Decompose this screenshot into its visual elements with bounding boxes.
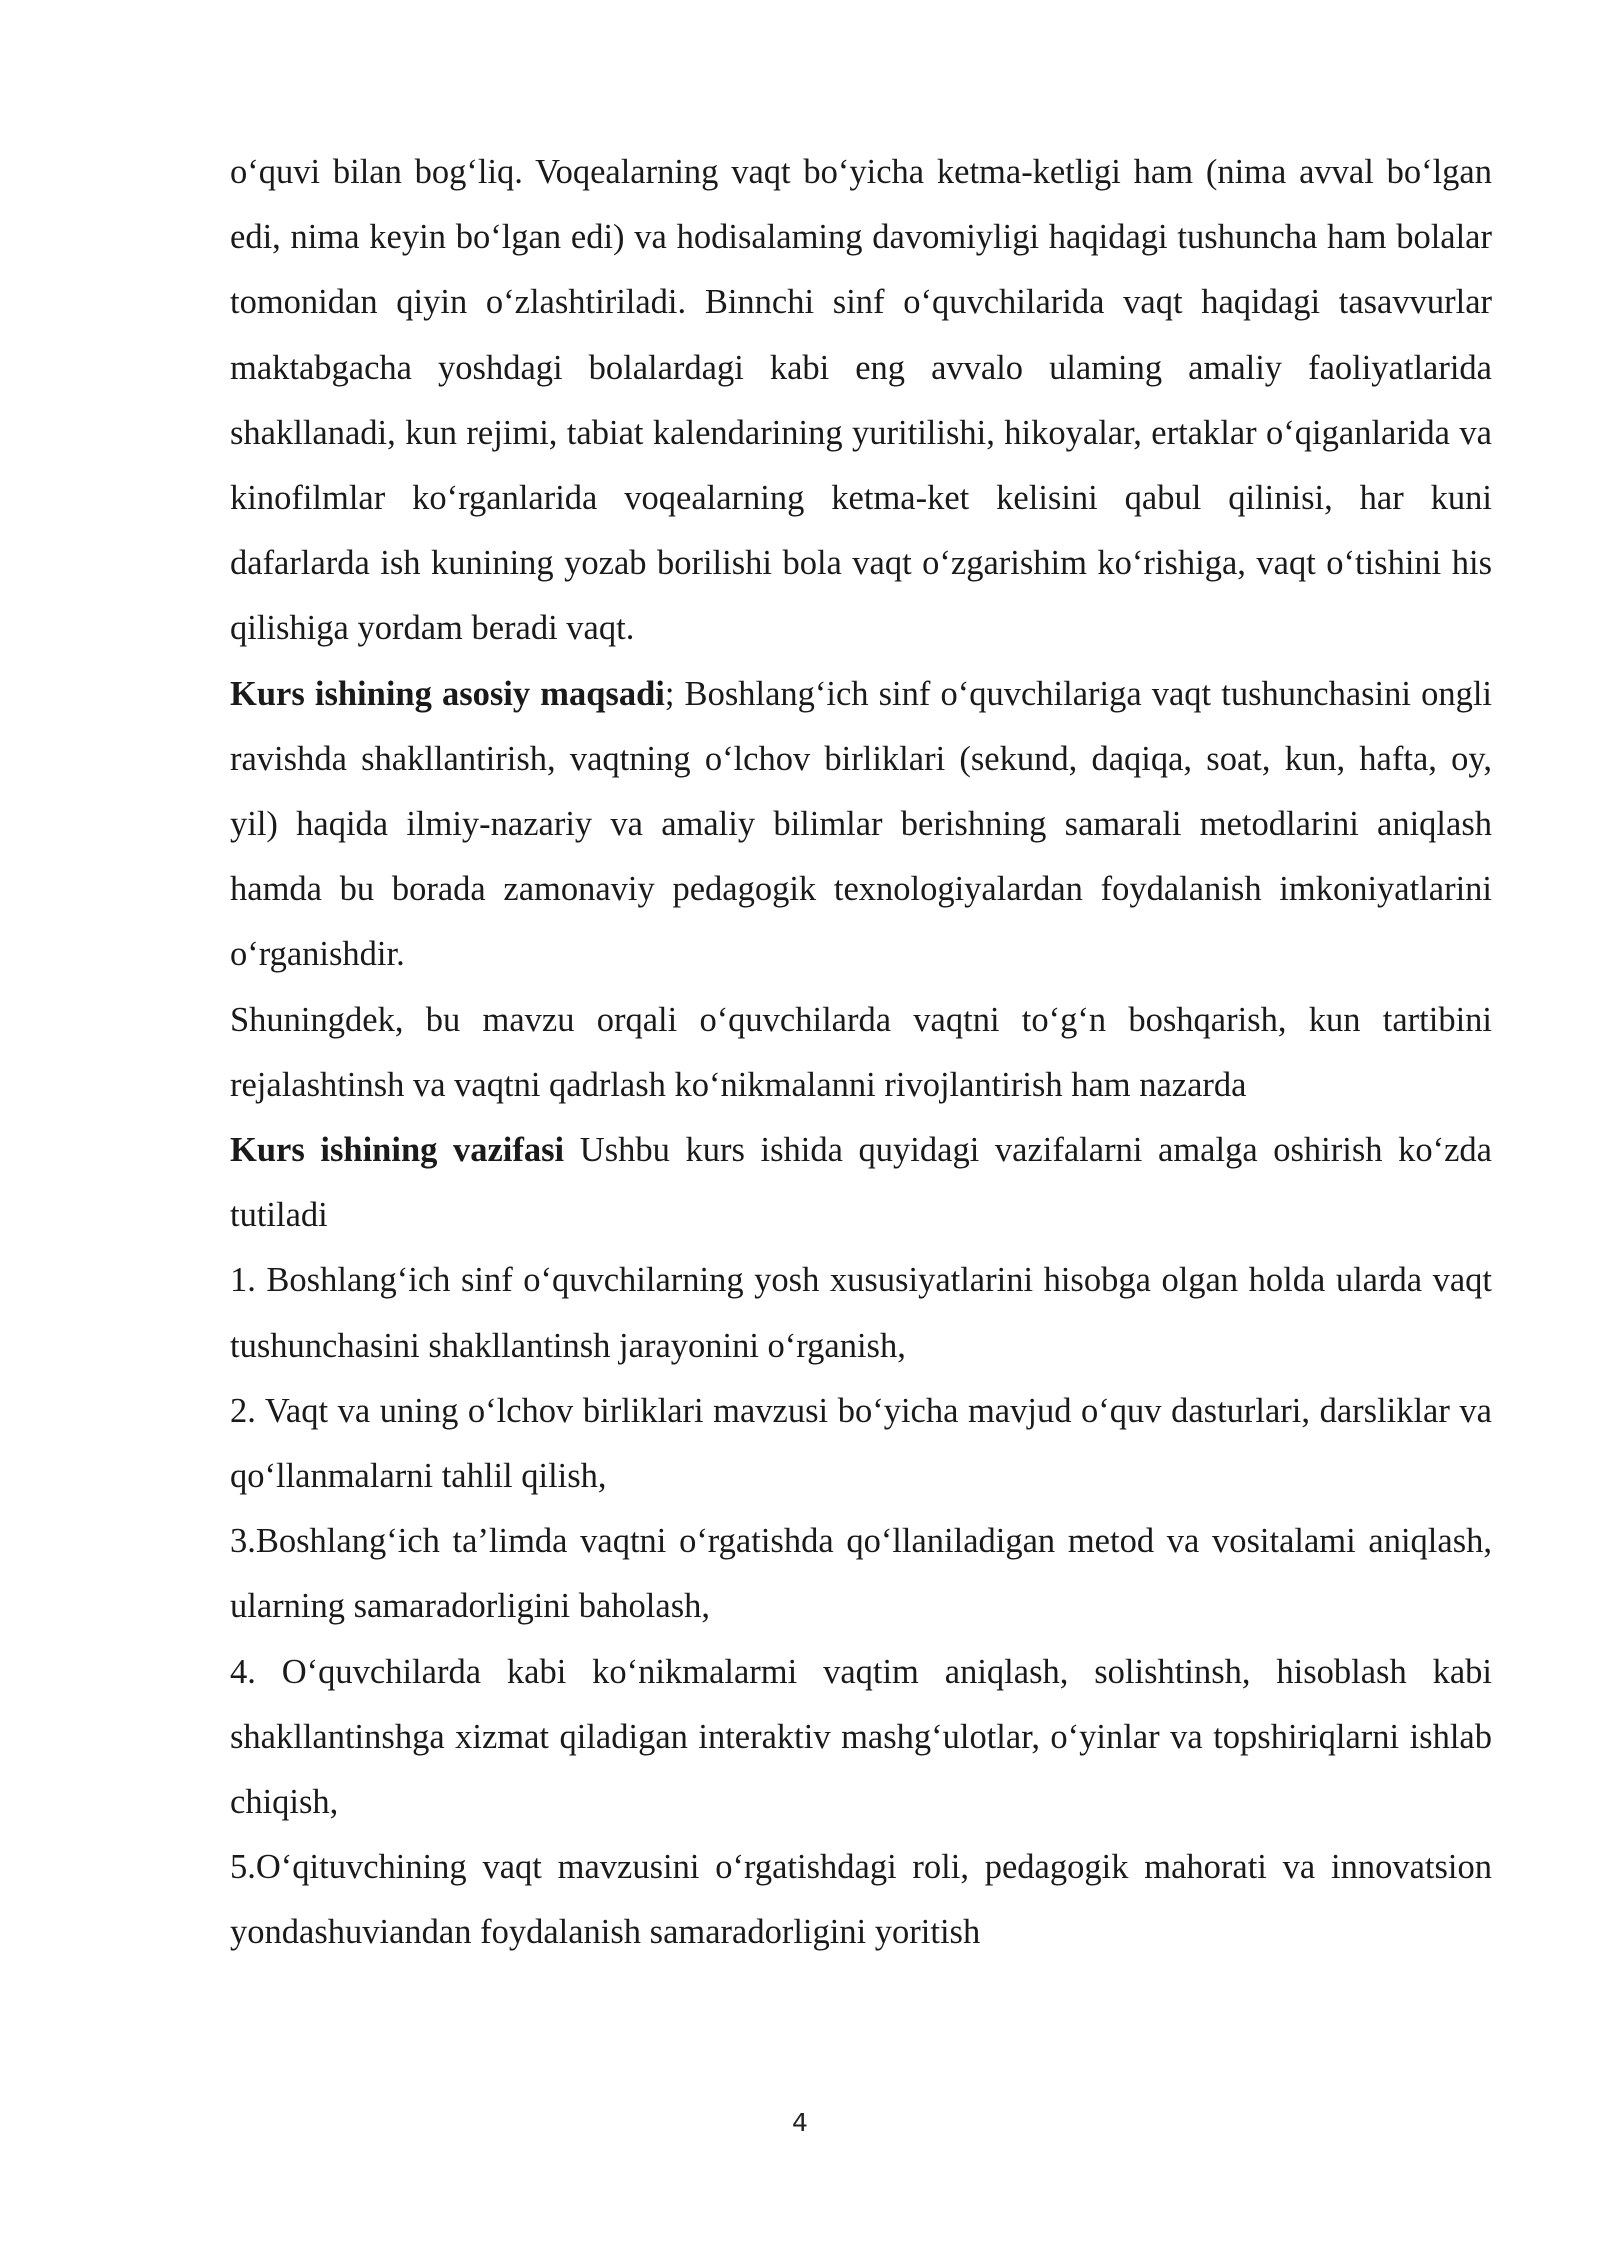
paragraph-tasks	[230, 1118, 1492, 1248]
task-item-text: 5.O‘qituvchining vaqt mavzusini o‘rgatishdagi roli, pedagogik mahorati va innovatsion yondashuviandan foydalanish samaradorligini yoritish	[230, 1848, 1492, 1952]
task-item-5	[230, 1835, 1492, 1965]
paragraph-text: o‘quvi bilan bog‘liq. Voqealarning vaqt bo‘yicha ketma-ketligi ham (nima avval bo‘lgan edi, nima keyin bo‘lgan edi) va hodisalaming davomiyligi haqidagi tushuncha ham bolalar tomonidan qiyin o‘zlashtiriladi. Binnchi sinf o‘quvchilarida vaqt haqidagi tasavvurlar maktabgacha yoshdagi bolalardagi kabi eng avvalo ulaming amaliy faoliyatlarida shakllanadi, kun rejimi, tabiat kalendarining yuritilishi, hikoyalar, ertaklar o‘qiganlarida va kinofilmlar ko‘rganlarida voqealarning ketma-ket kelisini qabul qilinisi, har kuni dafarlarda ish kunining yozab borilishi bola vaqt o‘zgarishim ko‘rishiga, vaqt o‘tishini his qilishiga yordam beradi vaqt.	[230, 153, 1492, 648]
paragraph-heading: Kurs ishining vazifasi	[230, 1131, 565, 1170]
paragraph-time-perception	[230, 140, 1492, 662]
paragraph-text: Shuningdek, bu mavzu orqali o‘quvchilarda vaqtni to‘g‘n boshqarish, kun tartibini rejalashtinsh va vaqtni qadrlash ko‘nikmalanni rivojlantirish ham nazarda	[230, 1000, 1492, 1104]
task-item-4	[230, 1640, 1492, 1836]
paragraph-heading: Kurs ishining asosiy maqsadi	[230, 674, 665, 713]
page-number: 4	[792, 2108, 808, 2137]
task-item-text: 1. Boshlang‘ich sinf o‘quvchilarning yosh xususiyatlarini hisobga olgan holda ularda vaqt tushunchasini shakllantinsh jarayonini o‘rganish,	[230, 1261, 1492, 1365]
task-item-3	[230, 1509, 1492, 1639]
paragraph-additionally	[230, 988, 1492, 1118]
paragraph-text: Ushbu kurs ishida quyidagi vazifalarni amalga oshirish ko‘zda tutiladi	[230, 1131, 1492, 1235]
paragraph-main-goal	[230, 662, 1492, 988]
task-item-text: 3.Boshlang‘ich ta’limda vaqtni o‘rgatishda qo‘llaniladigan metod va vositalami aniqlash, ularning samaradorligini baholash,	[230, 1522, 1492, 1626]
paragraph-text: ; Boshlang‘ich sinf o‘quvchilariga vaqt tushunchasini ongli ravishda shakllantirish, vaqtning o‘lchov birliklari (sekund, daqiqa, soat, kun, hafta, oy, yil) haqida ilmiy-nazariy va amaliy bilimlar berishning samarali metodlarini aniqlash hamda bu borada zamonaviy pedagogik texnologiyalardan foydalanish imkoniyatlarini o‘rganishdir.	[230, 674, 1492, 974]
task-item-2	[230, 1379, 1492, 1509]
task-item-text: 2. Vaqt va uning o‘lchov birliklari mavzusi bo‘yicha mavjud o‘quv dasturlari, darsliklar va qo‘llanmalarni tahlil qilish,	[230, 1391, 1492, 1496]
task-item-text: 4. O‘quvchilarda kabi ko‘nikmalarmi vaqtim aniqlash, solishtinsh, hisoblash kabi shakllantinshga xizmat qiladigan interaktiv mashg‘ulotlar, o‘yinlar va topshiriqlarni ishlab chiqish,	[230, 1652, 1492, 1822]
task-item-1	[230, 1248, 1492, 1378]
body-text	[230, 140, 1492, 1966]
